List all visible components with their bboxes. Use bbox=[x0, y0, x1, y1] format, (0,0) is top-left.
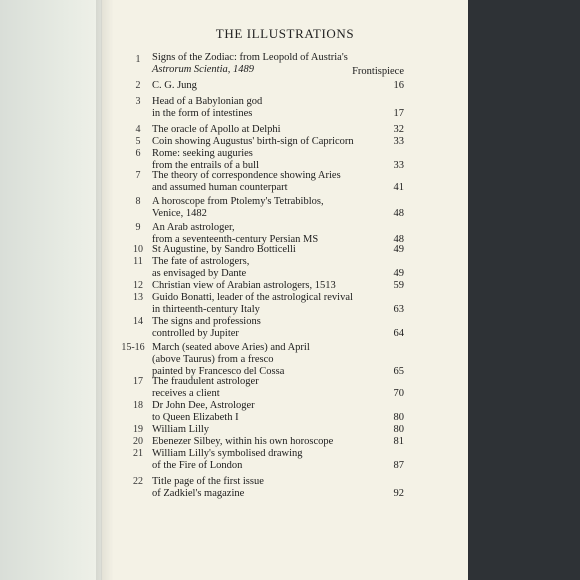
entry-page: 65 bbox=[393, 366, 404, 377]
entry-number: 18 bbox=[133, 400, 143, 411]
entry-number: 11 bbox=[133, 256, 143, 267]
entry-description: The fraudulent astrologer receives a client bbox=[152, 376, 259, 399]
entry-number: 13 bbox=[133, 292, 143, 303]
entry-page: 49 bbox=[393, 244, 404, 255]
entry-description: C. G. Jung bbox=[152, 80, 197, 91]
entry-description: An Arab astrologer, from a seventeenth-century Persian MS bbox=[152, 222, 319, 245]
entry-description: Rome: seeking auguries from the entrails of a bull bbox=[152, 148, 260, 171]
entry-number: 20 bbox=[133, 436, 143, 447]
entry-number: 3 bbox=[135, 96, 141, 107]
entry-page: 64 bbox=[393, 328, 404, 339]
entry-number: 10 bbox=[133, 244, 143, 255]
entry-description: The oracle of Apollo at Delphi bbox=[152, 124, 281, 135]
entry-description: William Lilly bbox=[152, 424, 210, 435]
entry-number: 19 bbox=[133, 424, 143, 435]
entry-page: 59 bbox=[393, 280, 404, 291]
entry-page: 87 bbox=[393, 460, 404, 471]
entry-page: 63 bbox=[393, 304, 404, 315]
page-title: THE ILLUSTRATIONS bbox=[215, 26, 355, 41]
entry-description: Head of a Babylonian god in the form of intestines bbox=[152, 96, 263, 119]
entry-number: 15-16 bbox=[121, 342, 145, 353]
entry-page: 32 bbox=[393, 124, 404, 135]
entry-description: The fate of astrologers, as envisaged by Dante bbox=[152, 256, 250, 279]
entry-page: 48 bbox=[393, 234, 404, 245]
entry-description: Signs of the Zodiac: from Leopold of Austria's Astrorum Scientia, 1489 bbox=[152, 52, 348, 75]
entry-page: 70 bbox=[393, 388, 404, 399]
entry-page: 92 bbox=[393, 488, 404, 499]
entry-description: March (seated above Aries) and April (above Taurus) from a fresco painted by Francesco del Cossa bbox=[152, 342, 310, 377]
entry-number: 6 bbox=[135, 148, 141, 159]
entry-page: 17 bbox=[393, 108, 404, 119]
entry-page: 81 bbox=[393, 436, 404, 447]
entry-description: A horoscope from Ptolemy's Tetrabiblos, Venice, 1482 bbox=[152, 196, 392, 220]
entry-number: 4 bbox=[135, 124, 141, 135]
entry-number: 8 bbox=[135, 196, 141, 207]
entry-number: 14 bbox=[133, 316, 143, 327]
entry-number: 5 bbox=[135, 136, 141, 147]
entry-description: Christian view of Arabian astrologers, 1513 bbox=[152, 280, 336, 291]
entry-page: 49 bbox=[393, 268, 404, 279]
entry-number: 7 bbox=[135, 170, 141, 181]
entry-number: 22 bbox=[133, 476, 143, 487]
entry-description: The signs and professions controlled by Jupiter bbox=[152, 316, 261, 339]
entry-description: William Lilly's symbolised drawing of the Fire of London bbox=[152, 448, 303, 471]
entry-page: 33 bbox=[393, 160, 404, 171]
entry-page: 48 bbox=[393, 208, 404, 219]
entry-page: Frontispiece bbox=[352, 66, 404, 77]
entry-number: 2 bbox=[135, 80, 141, 91]
entry-page: 80 bbox=[393, 424, 404, 435]
entry-description: Dr John Dee, Astrologer to Queen Elizabeth I bbox=[152, 400, 255, 423]
entry-description: St Augustine, by Sandro Botticelli bbox=[152, 244, 296, 255]
illustrations-list bbox=[0, 52, 580, 580]
entry-number: 1 bbox=[135, 54, 141, 65]
entry-line-with-title: A horoscope from Ptolemy's Tetrabiblos, bbox=[152, 196, 324, 207]
entry-number: 21 bbox=[133, 448, 143, 459]
entry-description: Title page of the first issue of Zadkiel's magazine bbox=[152, 476, 264, 499]
entry-number: 17 bbox=[133, 376, 143, 387]
entry-number: 12 bbox=[133, 280, 143, 291]
entry-page: 41 bbox=[393, 182, 404, 193]
entry-page: 33 bbox=[393, 136, 404, 147]
entry-description: Ebenezer Silbey, within his own horoscope bbox=[152, 436, 334, 447]
entry-page: 80 bbox=[393, 412, 404, 423]
entry-number: 9 bbox=[135, 222, 141, 233]
entry-description: Guido Bonatti, leader of the astrological revival in thirteenth-century Italy bbox=[152, 292, 353, 315]
entry-description: The theory of correspondence showing Aries and assumed human counterpart bbox=[152, 170, 341, 193]
entry-page: 16 bbox=[393, 80, 404, 91]
entry-description: Coin showing Augustus' birth-sign of Capricorn bbox=[152, 136, 354, 147]
